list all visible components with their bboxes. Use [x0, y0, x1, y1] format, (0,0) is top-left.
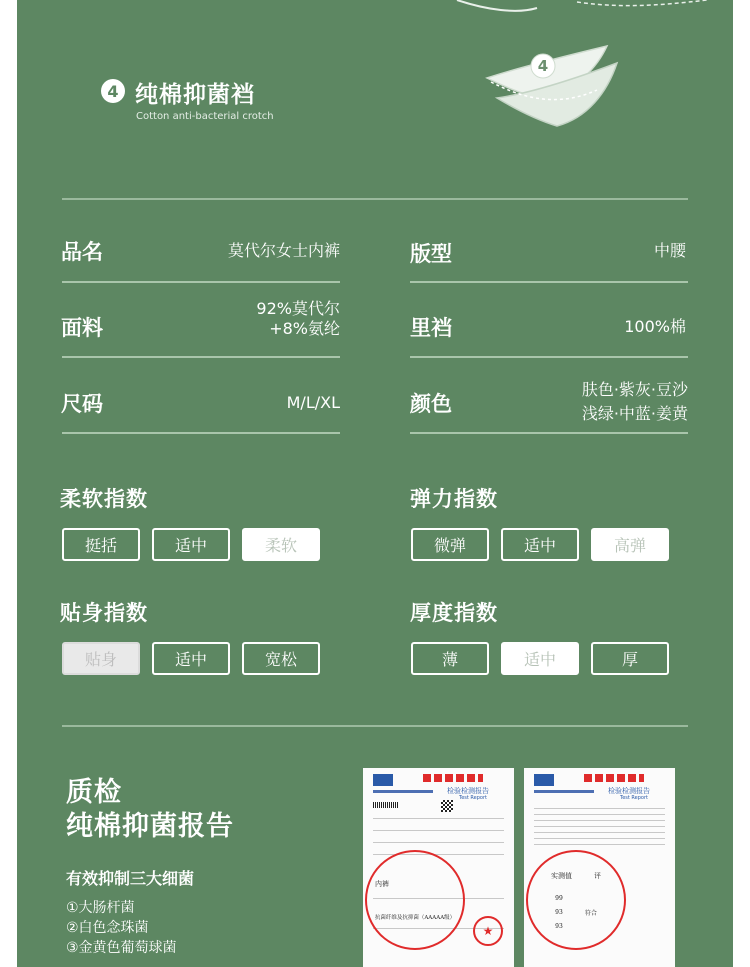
spec-value-fit-type: 中腰 — [653, 241, 686, 260]
feature-title: 纯棉抑菌裆 — [135, 82, 255, 108]
thickness-index-title: 厚度指数 — [410, 601, 498, 625]
spec-value-lining: 100%棉 — [624, 317, 686, 336]
fit-index-title: 贴身指数 — [60, 601, 148, 625]
spec-label-lining: 里裆 — [410, 316, 452, 340]
thickness-option-thin[interactable]: 薄 — [411, 642, 489, 675]
spec-divider — [410, 432, 688, 434]
elasticity-option-medium[interactable]: 适中 — [501, 528, 579, 561]
spec-divider — [410, 356, 688, 358]
verdict: 符合 — [584, 909, 597, 917]
report-header-en: Test Report — [459, 795, 488, 801]
spec-value-name: 莫代尔女士内裤 — [227, 241, 340, 260]
spec-label-name: 品名 — [61, 240, 103, 264]
bacteria-item: ③金黄色葡萄球菌 — [66, 940, 177, 956]
product-detail-panel — [17, 0, 733, 967]
elasticity-option-slight[interactable]: 微弹 — [411, 528, 489, 561]
decorative-curve-top — [17, 0, 733, 20]
thickness-option-medium[interactable]: 适中 — [501, 642, 579, 675]
thickness-option-thick[interactable]: 厚 — [591, 642, 669, 675]
fit-option-loose[interactable]: 宽松 — [242, 642, 320, 675]
test-report-image-2 — [524, 768, 675, 967]
report-logo-icon — [534, 774, 554, 786]
spec-value-size: M/L/XL — [286, 393, 340, 412]
circle-column-head: 评 — [594, 871, 601, 880]
qc-title-line2: 纯棉抑菌报告 — [66, 811, 234, 842]
bacteria-list — [66, 898, 177, 958]
barcode-icon — [373, 802, 399, 808]
measured-value: 93 — [555, 922, 563, 930]
elasticity-index-title: 弹力指数 — [410, 487, 498, 511]
circle-header-row — [551, 871, 601, 881]
elasticity-option-high[interactable]: 高弹 — [591, 528, 669, 561]
bacteria-item: ①大肠杆菌 — [66, 900, 135, 916]
highlight-circle — [526, 850, 626, 950]
qc-headline: 有效抑制三大细菌 — [66, 869, 195, 888]
report-header: 检验检测报告 — [608, 787, 650, 795]
measured-value: 99 — [555, 894, 563, 902]
circle-value-block — [555, 895, 597, 930]
spec-divider — [62, 281, 340, 283]
spec-divider — [62, 356, 340, 358]
spec-value-color-line1: 肤色·紫灰·豆沙 — [581, 380, 688, 399]
softness-option-stiff[interactable]: 挺括 — [62, 528, 140, 561]
spec-value-fabric-line2: +8%氨纶 — [269, 319, 340, 338]
section-divider-top — [62, 198, 688, 200]
certification-marks — [584, 774, 644, 782]
qr-code-icon — [441, 800, 453, 812]
crotch-illustration — [477, 38, 637, 138]
circle-text: 抗菌纤维及抗抑菌（AAAAA级） — [374, 915, 456, 921]
illustration-number: 4 — [537, 57, 549, 75]
feature-subtitle: Cotton anti-bacterial crotch — [136, 111, 274, 122]
report-logo-icon — [373, 774, 393, 786]
spec-divider — [410, 281, 688, 283]
feature-number-badge: 4 — [101, 79, 125, 103]
test-report-image-1 — [363, 768, 514, 967]
spec-label-fabric: 面料 — [61, 316, 103, 340]
spec-label-fit-type: 版型 — [410, 242, 452, 266]
softness-option-medium[interactable]: 适中 — [152, 528, 230, 561]
report-org-line — [373, 790, 433, 793]
report-header: 检验检测报告 — [447, 787, 489, 795]
highlight-circle — [365, 850, 465, 950]
spec-label-color: 颜色 — [410, 392, 452, 416]
fit-option-medium[interactable]: 适中 — [152, 642, 230, 675]
spec-value-fabric-line1: 92%莫代尔 — [256, 299, 340, 318]
softness-option-soft[interactable]: 柔软 — [242, 528, 320, 561]
measured-value: 93 — [555, 908, 563, 916]
circle-column-head: 实测值 — [551, 871, 572, 880]
official-stamp: ★ — [473, 916, 503, 946]
report-header-en: Test Report — [620, 795, 649, 801]
circle-text: 内裤 — [375, 880, 389, 888]
spec-divider — [62, 432, 340, 434]
certification-marks — [423, 774, 483, 782]
spec-label-size: 尺码 — [61, 392, 103, 416]
softness-index-title: 柔软指数 — [60, 487, 148, 511]
qc-title-line1: 质检 — [66, 777, 122, 808]
fit-option-close[interactable]: 贴身 — [62, 642, 140, 675]
section-divider-bottom — [62, 725, 688, 727]
circle-values — [555, 895, 563, 930]
report-org-line — [534, 790, 594, 793]
spec-value-color-line2: 浅绿·中蓝·姜黄 — [581, 404, 688, 423]
bacteria-item: ②白色念珠菌 — [66, 920, 149, 936]
